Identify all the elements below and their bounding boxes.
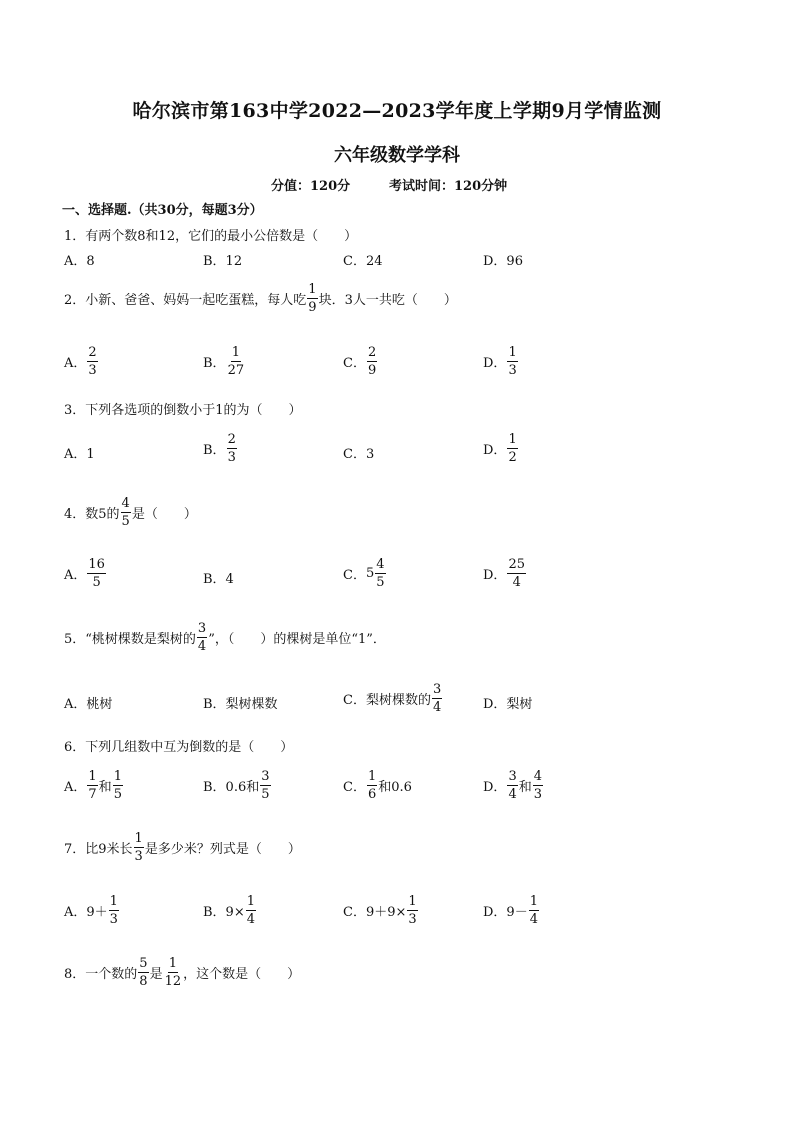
q7-option-a: A．9＋ $\frac{1}{3}$: [64, 894, 118, 927]
q5-option-a: A．桃树: [64, 697, 113, 712]
score-label: 分值：120分: [271, 179, 351, 194]
time-label: 考试时间：120分钟: [389, 179, 508, 194]
q2-option-a: A． $\frac{2}{3}$: [64, 345, 97, 378]
q2-option-d: D． $\frac{1}{3}$: [483, 345, 517, 378]
q6-option-d: D． $\frac{3}{4}$ 和 $\frac{4}{3}$: [483, 769, 543, 802]
q3-option-d: D． $\frac{1}{2}$: [483, 432, 517, 465]
page-subtitle: 六年级数学学科: [334, 145, 460, 166]
question-3: 3．下列各选项的倒数小于1的为（ ）: [64, 403, 302, 418]
q1-option-d: D．96: [483, 254, 523, 269]
question-4: 4．数5的 $\frac{4}{5}$ 是（ ）: [64, 496, 197, 529]
q6-option-a: A． $\frac{1}{7}$ 和 $\frac{1}{5}$: [64, 769, 122, 802]
q2-option-c: C． $\frac{2}{9}$: [343, 345, 377, 378]
question-8: 8．一个数的 $\frac{5}{8}$ 是 $\frac{1}{12}$ ，这个数是（ ）: [64, 956, 301, 989]
q1-option-c: C．24: [343, 254, 383, 269]
q7-option-b: B．9× $\frac{1}{4}$: [203, 894, 255, 927]
q2-option-b: B． $\frac{1}{27}$: [203, 345, 245, 378]
q3-option-c: C．3: [343, 447, 375, 462]
section-heading: 一、选择题.（共30分，每题3分）: [62, 203, 263, 218]
question-2: 2．小新、爸爸、妈妈一起吃蛋糕，每人吃 $\frac{1}{9}$ 块．3人一共吃（ ）: [64, 282, 457, 315]
q1-option-a: A．8: [64, 254, 95, 269]
q4-option-a: A． $\frac{16}{5}$: [64, 557, 105, 590]
question-6: 6．下列几组数中互为倒数的是（ ）: [64, 740, 294, 755]
q6-option-b: B．0.6和 $\frac{3}{5}$: [203, 769, 270, 802]
q5-option-d: D．梨树: [483, 697, 533, 712]
q5-option-c: C．梨树棵数的 $\frac{3}{4}$: [343, 682, 442, 715]
fraction: $\frac{1}{9}$: [308, 282, 317, 315]
q7-option-d: D．9－ $\frac{1}{4}$: [483, 894, 538, 927]
q4-option-b: B．4: [203, 572, 234, 587]
q3-option-b: B． $\frac{2}{3}$: [203, 432, 236, 465]
q1-option-b: B．12: [203, 254, 243, 269]
question-1: 1．有两个数8和12，它们的最小公倍数是（ ）: [64, 229, 358, 244]
question-7: 7．比9米长 $\frac{1}{3}$ 是多少米？列式是（ ）: [64, 831, 301, 864]
q5-option-b: B．梨树棵数: [203, 697, 278, 712]
q7-option-c: C．9＋9× $\frac{1}{3}$: [343, 894, 417, 927]
q4-option-c: C． 5 $\frac{4}{5}$: [343, 557, 385, 590]
question-5: 5．“桃树棵数是梨树的 $\frac{3}{4}$ ”，（ ）的棵树是单位“1”．: [64, 621, 386, 654]
q6-option-c: C． $\frac{1}{6}$ 和0.6: [343, 769, 412, 802]
q4-option-d: D． $\frac{25}{4}$: [483, 557, 525, 590]
q3-option-a: A．1: [64, 447, 95, 462]
page-title: 哈尔滨市第163中学2022—2023学年度上学期9月学情监测: [132, 100, 662, 122]
